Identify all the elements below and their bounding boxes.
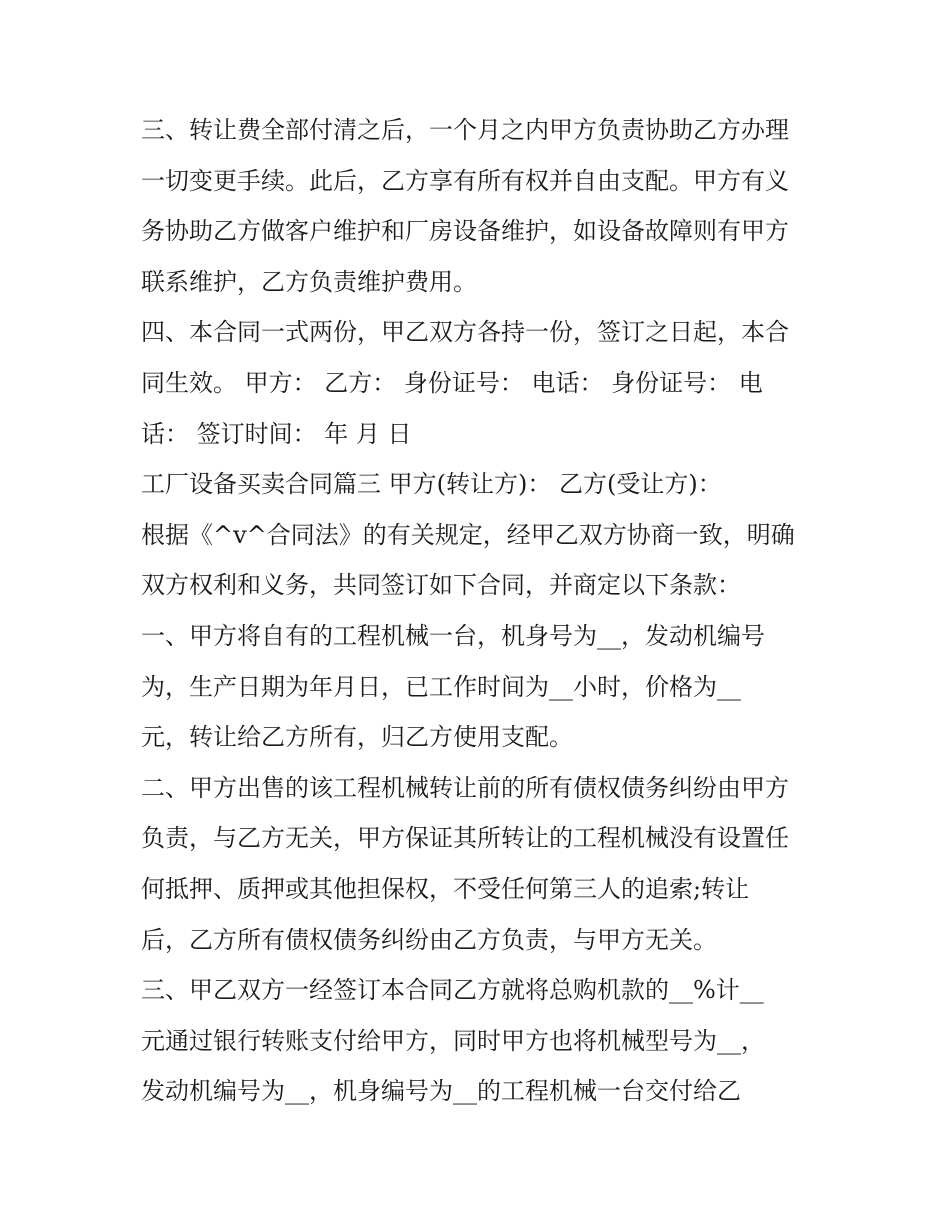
- text-line: 一、甲方将自有的工程机械一台，机身号为__，发动机编号: [141, 621, 765, 650]
- text-line: 三、甲乙双方一经签订本合同乙方就将总购机款的__%计__: [141, 976, 764, 1005]
- text-line: 后，乙方所有债权债务纠纷由乙方负责，与甲方无关。: [141, 925, 717, 954]
- text-line: 联系维护，乙方负责维护费用。: [141, 267, 477, 296]
- text-line: 负责，与乙方无关，甲方保证其所转让的工程机械没有设置任: [141, 824, 789, 853]
- text-line: 何抵押、质押或其他担保权，不受任何第三人的追索;转让: [141, 874, 750, 903]
- text-line: 为，生产日期为年月日，已工作时间为__小时，价格为__: [141, 672, 741, 701]
- text-line: 务协助乙方做客户维护和厂房设备维护，如设备故障则有甲方: [141, 217, 789, 246]
- text-line: 同生效。 甲方： 乙方： 身份证号： 电话： 身份证号： 电: [141, 368, 763, 397]
- text-line: 三、转让费全部付清之后，一个月之内甲方负责协助乙方办理: [141, 116, 789, 144]
- text-line: 根据《^v^合同法》的有关规定，经甲乙双方协商一致，明确: [141, 520, 795, 549]
- contract-text: [141, 105, 821, 1117]
- text-line: 四、本合同一式两份，甲乙双方各持一份，签订之日起，本合: [141, 318, 789, 347]
- text-line: 一切变更手续。此后，乙方享有所有权并自由支配。甲方有义: [141, 166, 789, 195]
- section-heading-line: 工厂设备买卖合同篇三 甲方(转让方)： 乙方(受让方)：: [141, 470, 722, 499]
- text-line: 元，转让给乙方所有，归乙方使用支配。: [141, 723, 573, 752]
- text-line: 二、甲方出售的该工程机械转让前的所有债权债务纠纷由甲方: [141, 773, 789, 802]
- text-line: 元通过银行转账支付给甲方，同时甲方也将机械型号为__，: [141, 1026, 765, 1055]
- text-line: 双方权利和义务，共同签订如下合同，并商定以下条款：: [141, 571, 741, 600]
- text-line: 发动机编号为__，机身编号为__的工程机械一台交付给乙: [141, 1077, 741, 1106]
- text-line: 话： 签订时间： 年 月 日: [141, 419, 412, 448]
